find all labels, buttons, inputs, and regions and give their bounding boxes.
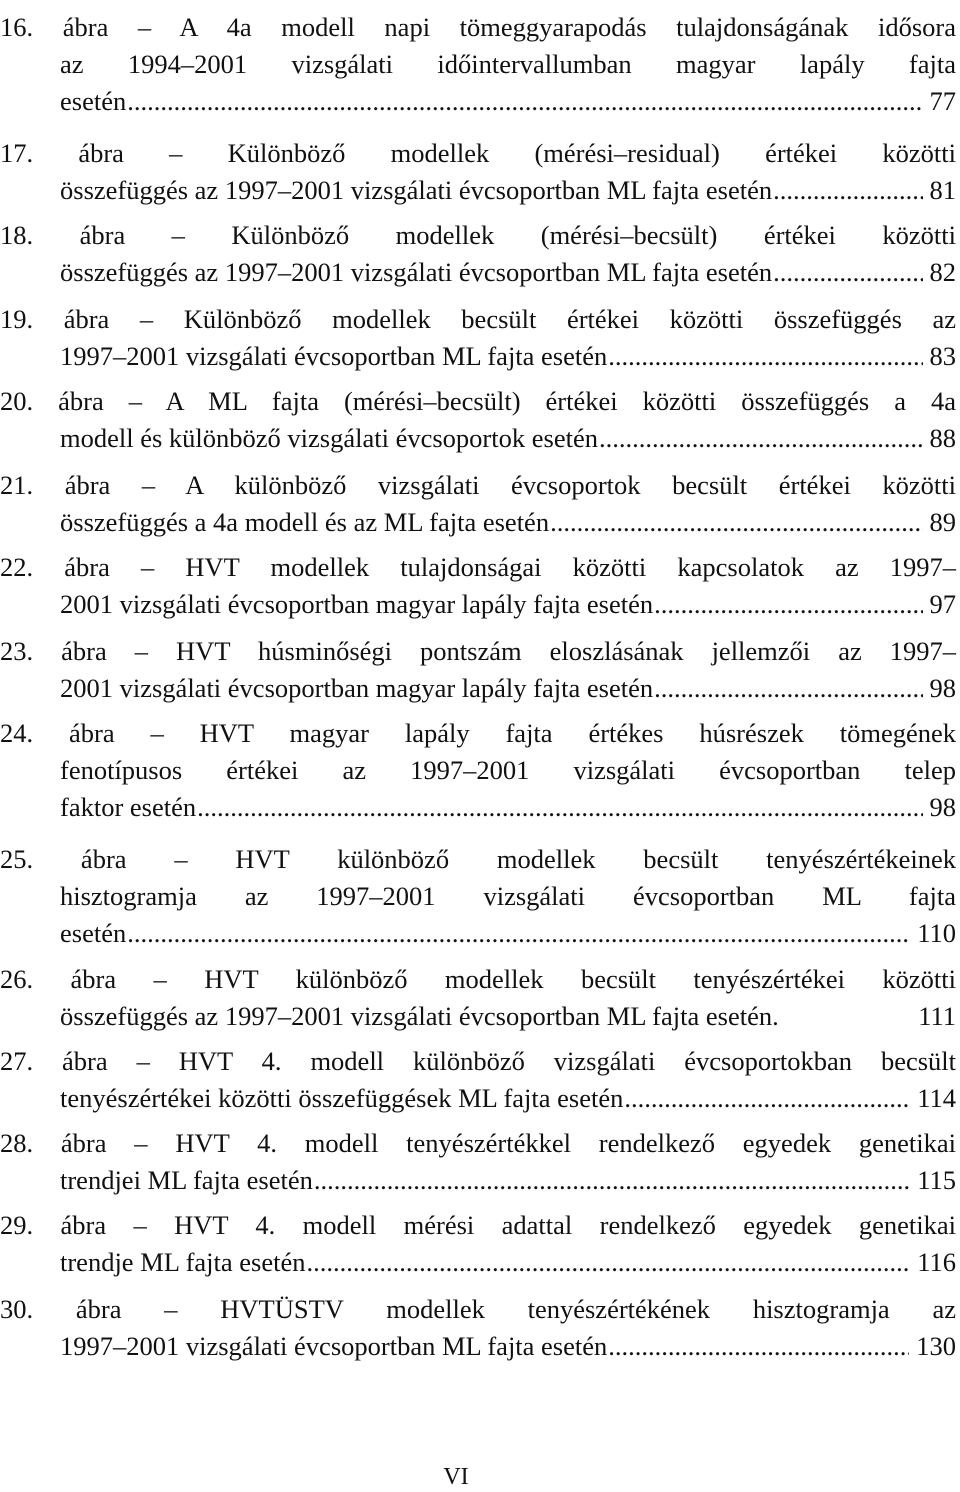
- dot-leader: [314, 1161, 910, 1199]
- toc-entry-text: tenyészértékei közötti összefüggések ML fajta esetén: [60, 1083, 624, 1113]
- toc-entry-text: faktor esetén: [60, 792, 197, 822]
- toc-page-number: 83: [929, 341, 956, 371]
- toc-entry-line: [60, 171, 956, 209]
- dot-leader: [307, 1243, 911, 1281]
- toc-entry-line: 23. ábra – HVT húsminőségi pontszám eloszlásának jellemzői az 1997–: [0, 636, 956, 666]
- toc-entry-line: 26. ábra – HVT különböző modellek becsült tenyészértékei közötti: [0, 964, 956, 994]
- toc-entry-line: [60, 419, 956, 457]
- toc-entry-line: [60, 1079, 956, 1117]
- toc-page-number: 114: [917, 1083, 956, 1113]
- toc-entry-text: 2001 vizsgálati évcsoportban magyar lapály fajta esetén: [60, 589, 654, 619]
- dot-leader: [608, 1327, 909, 1365]
- toc-page-number: 82: [929, 257, 956, 287]
- toc-entry-line: fenotípusos értékei az 1997–2001 vizsgálati évcsoportban telep: [60, 755, 956, 785]
- toc-entry-line: [60, 1243, 956, 1281]
- toc-entry-line: [60, 337, 956, 375]
- toc-entry-line: [60, 585, 956, 623]
- toc-entry-line: [60, 82, 956, 120]
- toc-entry-line: 27. ábra – HVT 4. modell különböző vizsgálati évcsoportokban becsült: [0, 1046, 956, 1076]
- toc-page-number: 97: [929, 589, 956, 619]
- toc-entry-line: [60, 1327, 956, 1365]
- toc-entry-text: trendje ML fajta esetén: [60, 1247, 306, 1277]
- toc-page-number: 77: [929, 86, 956, 116]
- toc-entry-line: 17. ábra – Különböző modellek (mérési–residual) értékei közötti: [0, 138, 956, 168]
- toc-page-number: 89: [929, 507, 956, 537]
- toc-page-number: 115: [917, 1165, 956, 1195]
- toc-entry-text: összefüggés az 1997–2001 vizsgálati évcsoportban ML fajta esetén: [60, 257, 773, 287]
- dot-leader: [654, 585, 922, 623]
- toc-entry-line: 19. ábra – Különböző modellek becsült értékei közötti összefüggés az: [0, 304, 956, 334]
- toc-entry-text: 2001 vizsgálati évcsoportban magyar lapály fajta esetén: [60, 673, 654, 703]
- toc-entry-line: hisztogramja az 1997–2001 vizsgálati évcsoportban ML fajta: [60, 881, 956, 911]
- toc-entry-text: esetén: [60, 918, 127, 948]
- toc-entry-line: 24. ábra – HVT magyar lapály fajta értékes húsrészek tömegének: [0, 718, 956, 748]
- toc-page-number: 98: [929, 792, 956, 822]
- dot-leader: [608, 337, 922, 375]
- dot-leader: [624, 1079, 910, 1117]
- toc-entry-line: [60, 914, 956, 952]
- toc-entry-line: [60, 788, 956, 826]
- toc-entry-text: összefüggés az 1997–2001 vizsgálati évcsoportban ML fajta esetén: [60, 175, 773, 205]
- page-number: VI: [443, 1464, 469, 1490]
- toc-entry-line: [60, 253, 956, 291]
- toc-page-number: 81: [929, 175, 956, 205]
- toc-page-number: 130: [916, 1331, 956, 1361]
- toc-entry-line: [60, 1161, 956, 1199]
- toc-entry-text: esetén: [60, 86, 127, 116]
- toc-entry-line: 21. ábra – A különböző vizsgálati évcsoportok becsült értékei közötti: [0, 470, 956, 500]
- toc-entry-text: összefüggés az 1997–2001 vizsgálati évcsoportban ML fajta esetén.: [60, 1001, 779, 1031]
- dot-leader: [773, 171, 922, 209]
- toc-entry-line: 30. ábra – HVTÜSTV modellek tenyészértékének hisztogramja az: [0, 1294, 956, 1324]
- dot-leader: [550, 503, 922, 541]
- toc-page-number: 110: [917, 918, 956, 948]
- toc-entry-line: [60, 997, 956, 1035]
- toc-entry-line: 16. ábra – A 4a modell napi tömeggyarapodás tulajdonságának idősora: [0, 12, 956, 42]
- toc-entry-line: 18. ábra – Különböző modellek (mérési–becsült) értékei közötti: [0, 220, 956, 250]
- toc-entry-text: modell és különböző vizsgálati évcsoportok esetén: [60, 423, 598, 453]
- toc-entry-line: 22. ábra – HVT modellek tulajdonságai közötti kapcsolatok az 1997–: [0, 552, 956, 582]
- toc-entry-text: trendjei ML fajta esetén: [60, 1165, 313, 1195]
- dot-leader: [654, 669, 922, 707]
- toc-page-number: 111: [918, 1001, 956, 1031]
- toc-entry-line: 29. ábra – HVT 4. modell mérési adattal rendelkező egyedek genetikai: [0, 1210, 956, 1240]
- dot-leader: [127, 914, 910, 952]
- toc-entry-line: [60, 669, 956, 707]
- dot-leader: [773, 253, 922, 291]
- toc-entry-text: összefüggés a 4a modell és az ML fajta esetén: [60, 507, 550, 537]
- toc-entry-text: 1997–2001 vizsgálati évcsoportban ML fajta esetén: [60, 341, 608, 371]
- toc-page-number: 98: [929, 673, 956, 703]
- toc-page-number: 88: [929, 423, 956, 453]
- toc-entry-line: 20. ábra – A ML fajta (mérési–becsült) értékei közötti összefüggés a 4a: [0, 386, 956, 416]
- toc-entry-text: 1997–2001 vizsgálati évcsoportban ML fajta esetén: [60, 1331, 608, 1361]
- dot-leader: [599, 419, 923, 457]
- toc-entry-line: [60, 503, 956, 541]
- toc-page-number: 116: [917, 1247, 956, 1277]
- toc-entry-line: az 1994–2001 vizsgálati időintervallumban magyar lapály fajta: [60, 49, 956, 79]
- toc-entry-line: 25. ábra – HVT különböző modellek becsült tenyészértékeinek: [0, 844, 956, 874]
- dot-leader: [197, 788, 922, 826]
- toc-entry-line: 28. ábra – HVT 4. modell tenyészértékkel rendelkező egyedek genetikai: [0, 1128, 956, 1158]
- dot-leader: [127, 82, 922, 120]
